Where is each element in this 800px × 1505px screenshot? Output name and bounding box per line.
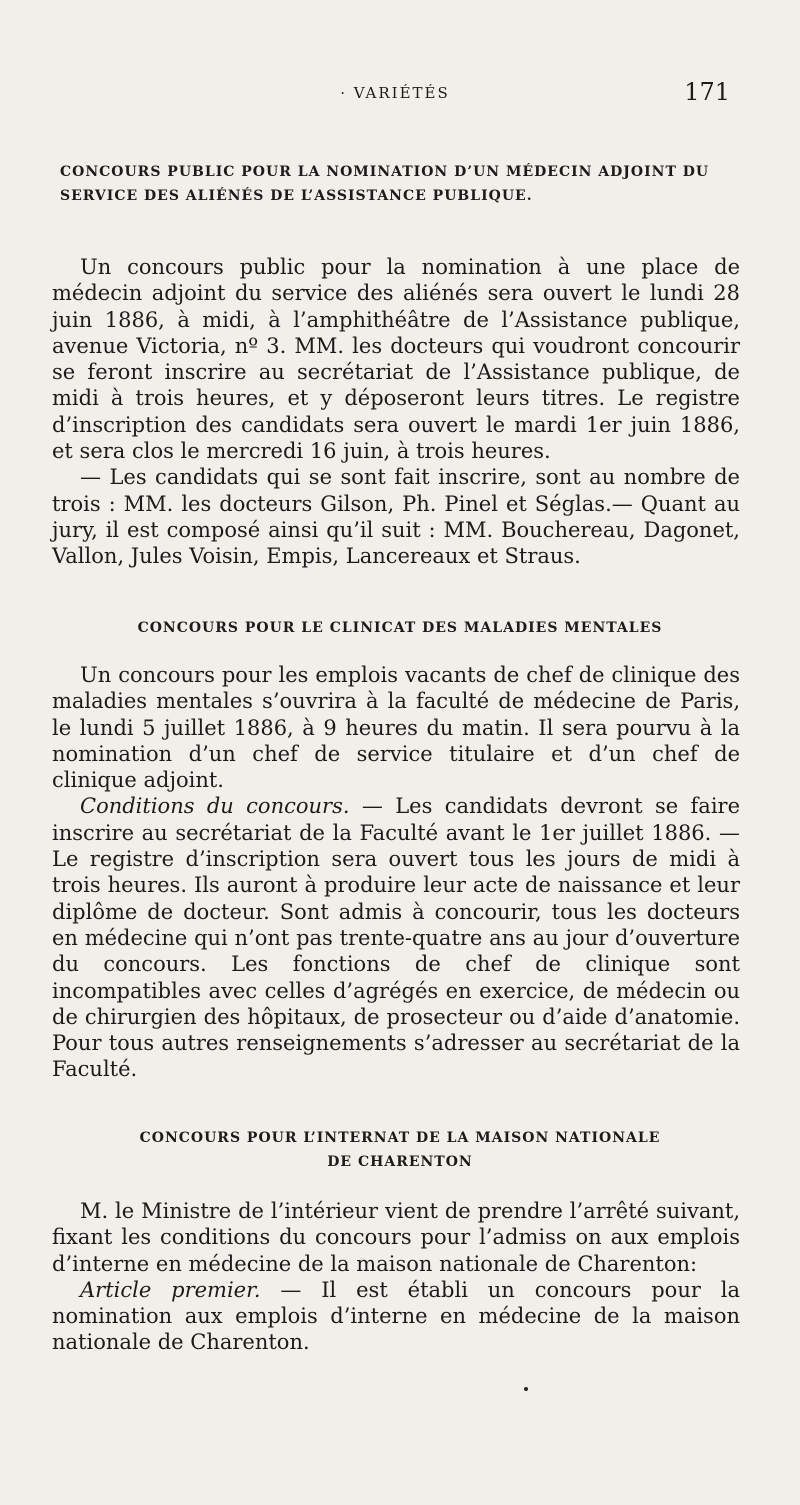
section-heading-internat-line1: CONCOURS POUR L’INTERNAT DE LA MAISON NATIONALE <box>139 1130 661 1146</box>
running-head <box>60 78 730 108</box>
paragraph-article-premier <box>52 1277 740 1356</box>
running-title: · VARIÉTÉS <box>340 84 450 102</box>
page-number: 171 <box>684 78 730 106</box>
article-text: — Il est établi un concours pour la nomination aux emplois d’interne en médecine de la maison nationale de Charenton. <box>52 1277 740 1355</box>
paragraph-candidats-jury: — Les candidats qui se sont fait inscrire, sont au nombre de trois : MM. les docteurs Gilson, Ph. Pinel et Séglas.— Quant au jury, il est composé ainsi qu’il suit : MM. Bouchereau, Dagonet, Vallon, Jules Voisin, Empis, Lancereaux et Straus. <box>52 465 740 569</box>
section-heading-internat <box>60 1126 740 1174</box>
section-body-medecin-adjoint <box>52 254 740 570</box>
conditions-text: — Les candidats devront se faire inscrire au secrétariat de la Faculté avant le 1er juillet 1886. — Le registre d’inscription sera ouvert tous les jours de midi à trois heures. Ils auront à produire leur acte de naissance et leur diplôme de docteur. Sont admis à concourir, tous les docteurs en médecine qui n’ont pas trente-quatre ans au jour d’ouverture du concours. Les fonctions de chef de clinique sont incompatibles avec celles d’agrégés en exercice, de médecin ou de chirurgien des hôpitaux, de prosecteur ou d’aide d’anatomie. Pour tous autres renseignements s’adresser au secrétariat de la Faculté. <box>52 794 741 1082</box>
section-heading-medecin-adjoint: CONCOURS PUBLIC POUR LA NOMINATION D’UN MÉDECIN ADJOINT DU SERVICE DES ALIÉNÉS DE L’ASSISTANCE PUBLIQUE. <box>60 164 710 204</box>
paragraph-arrete: M. le Ministre de l’intérieur vient de prendre l’arrêté suivant, fixant les conditions du concours pour l’admiss on aux emplois d’interne en médecine de la maison nationale de Charenton: <box>52 1199 740 1276</box>
section-body-clinicat <box>52 662 740 1083</box>
section-heading-clinicat: CONCOURS POUR LE CLINICAT DES MALADIES MENTALES <box>137 620 663 636</box>
article-label: Article premier. <box>80 1277 261 1302</box>
conditions-label: Conditions du concours. <box>80 794 350 819</box>
paragraph-concours-public: Un concours public pour la nomination à une place de médecin adjoint du service des aliénés sera ouvert le lundi 28 juin 1886, à midi, à l’amphithéâtre de l’Assistance publique, avenue Victoria, nº 3. MM. les docteurs qui voudront concourir se feront inscrire au secrétariat de l’Assistance publique, de midi à trois heures, et y déposeront leurs titres. Le registre d’inscription des candidats sera ouvert le mardi 1er juin 1886, et sera clos le mercredi 16 juin, à trois heures. <box>52 255 740 464</box>
section-body-internat <box>52 1198 740 1356</box>
paragraph-clinicat: Un concours pour les emplois vacants de chef de clinique des maladies mentales s’ouvrira à la faculté de médecine de Paris, le lundi 5 juillet 1886, à 9 heures du matin. Il sera pourvu à la nomination d’un chef de service titulaire et d’un chef de clinique adjoint. <box>52 663 740 793</box>
section-heading-internat-line2: DE CHARENTON <box>327 1154 473 1170</box>
ink-speck <box>524 1387 528 1391</box>
paragraph-conditions <box>52 793 740 1082</box>
